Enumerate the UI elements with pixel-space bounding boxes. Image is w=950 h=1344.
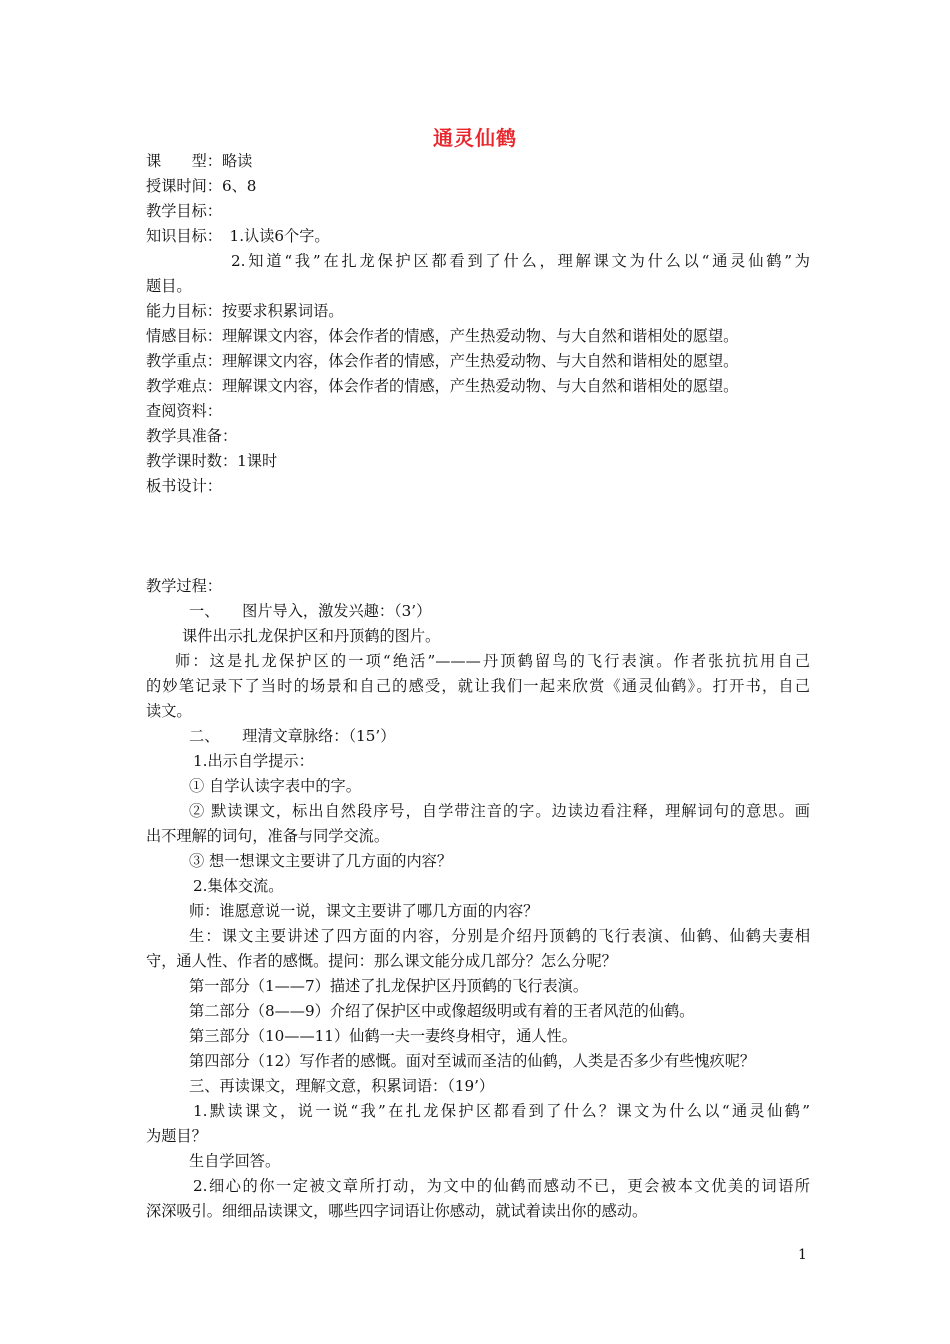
paragraph: 第四部分（12）写作者的感慨。面对至诚而圣洁的仙鹤，人类是否多少有些愧疚呢？	[189, 1052, 756, 1070]
paragraph: 生：课文主要讲述了四方面的内容，分别是介绍丹顶鹤的飞行表演、仙鹤、仙鹤夫妻相	[189, 927, 810, 945]
teaching-focus: 教学重点：理解课文内容，体会作者的情感，产生热爱动物、与大自然和谐相处的愿望。	[146, 352, 739, 370]
paragraph: ② 默读课文，标出自然段序号，自学带注音的字。边读边看注释，理解词句的意思。画	[189, 802, 810, 820]
teaching-aids: 教学具准备：	[146, 427, 238, 445]
objectives-heading: 教学目标：	[146, 202, 222, 220]
paragraph: 第一部分（1——7）描述了扎龙保护区丹顶鹤的飞行表演。	[189, 977, 589, 995]
ability-objective: 能力目标：按要求积累词语。	[146, 302, 344, 320]
paragraph: 师：谁愿意说一说，课文主要讲了哪几方面的内容？	[189, 902, 539, 920]
paragraph: ③ 想一想课文主要讲了几方面的内容？	[189, 852, 453, 870]
process-heading: 教学过程：	[146, 577, 222, 595]
paragraph: 2.细心的你一定被文章所打动，为文中的仙鹤而感动不已，更会被本文优美的词语所	[193, 1177, 810, 1195]
paragraph: 深深吸引。细细品读课文，哪些四字词语让你感动，就试着读出你的感动。	[146, 1202, 648, 1220]
paragraph: 第三部分（10——11）仙鹤一夫一妻终身相守，通人性。	[189, 1027, 577, 1045]
paragraph: ① 自学认读字表中的字。	[189, 777, 361, 795]
board-design: 板书设计：	[146, 477, 222, 495]
section-2-heading: 二、 理清文章脉络：（15’）	[189, 727, 396, 745]
document-title: 通灵仙鹤	[433, 126, 517, 150]
paragraph: 课件出示扎龙保护区和丹顶鹤的图片。	[182, 627, 441, 645]
section-3-heading: 三、再读课文，理解文意，积累词语：（19’）	[189, 1077, 495, 1095]
paragraph: 师：这是扎龙保护区的一项“绝活”———丹顶鹤留鸟的飞行表演。作者张抗抗用自己	[175, 652, 810, 670]
paragraph: 出不理解的词句，准备与同学交流。	[146, 827, 389, 845]
paragraph: 为题目？	[146, 1127, 207, 1145]
section-1-heading: 一、 图片导入，激发兴趣：（3’）	[189, 602, 432, 620]
lesson-hours: 教学课时数：1课时	[146, 452, 278, 470]
page-number: 1	[798, 1247, 807, 1263]
paragraph: 读文。	[146, 702, 192, 720]
reference-materials: 查阅资料：	[146, 402, 222, 420]
knowledge-objective-2: 2.知道“我”在扎龙保护区都看到了什么，理解课文为什么以“通灵仙鹤”为	[231, 252, 810, 270]
paragraph: 守，通人性、作者的感慨。提问：那么课文能分成几部分？怎么分呢？	[146, 952, 617, 970]
lesson-time-line: 授课时间：6、8	[146, 177, 257, 195]
paragraph: 1.出示自学提示：	[193, 752, 314, 770]
paragraph: 的妙笔记录下了当时的场景和自己的感受，就让我们一起来欣赏《通灵仙鹤》。打开书，自己	[146, 677, 810, 695]
paragraph: 2.集体交流。	[193, 877, 284, 895]
lesson-type-line: 课 型：略读	[146, 152, 253, 170]
paragraph: 1.默读课文，说一说“我”在扎龙保护区都看到了什么？课文为什么以“通灵仙鹤”	[193, 1102, 810, 1120]
teaching-difficulty: 教学难点：理解课文内容，体会作者的情感，产生热爱动物、与大自然和谐相处的愿望。	[146, 377, 739, 395]
paragraph: 第二部分（8——9）介绍了保护区中或像超级明或有着的王者风范的仙鹤。	[189, 1002, 695, 1020]
paragraph: 生自学回答。	[189, 1152, 281, 1170]
knowledge-objective-1: 知识目标： 1.认读6个字。	[146, 227, 330, 245]
emotion-objective: 情感目标：理解课文内容，体会作者的情感，产生热爱动物、与大自然和谐相处的愿望。	[146, 327, 739, 345]
knowledge-objective-2-cont: 题目。	[146, 277, 192, 295]
